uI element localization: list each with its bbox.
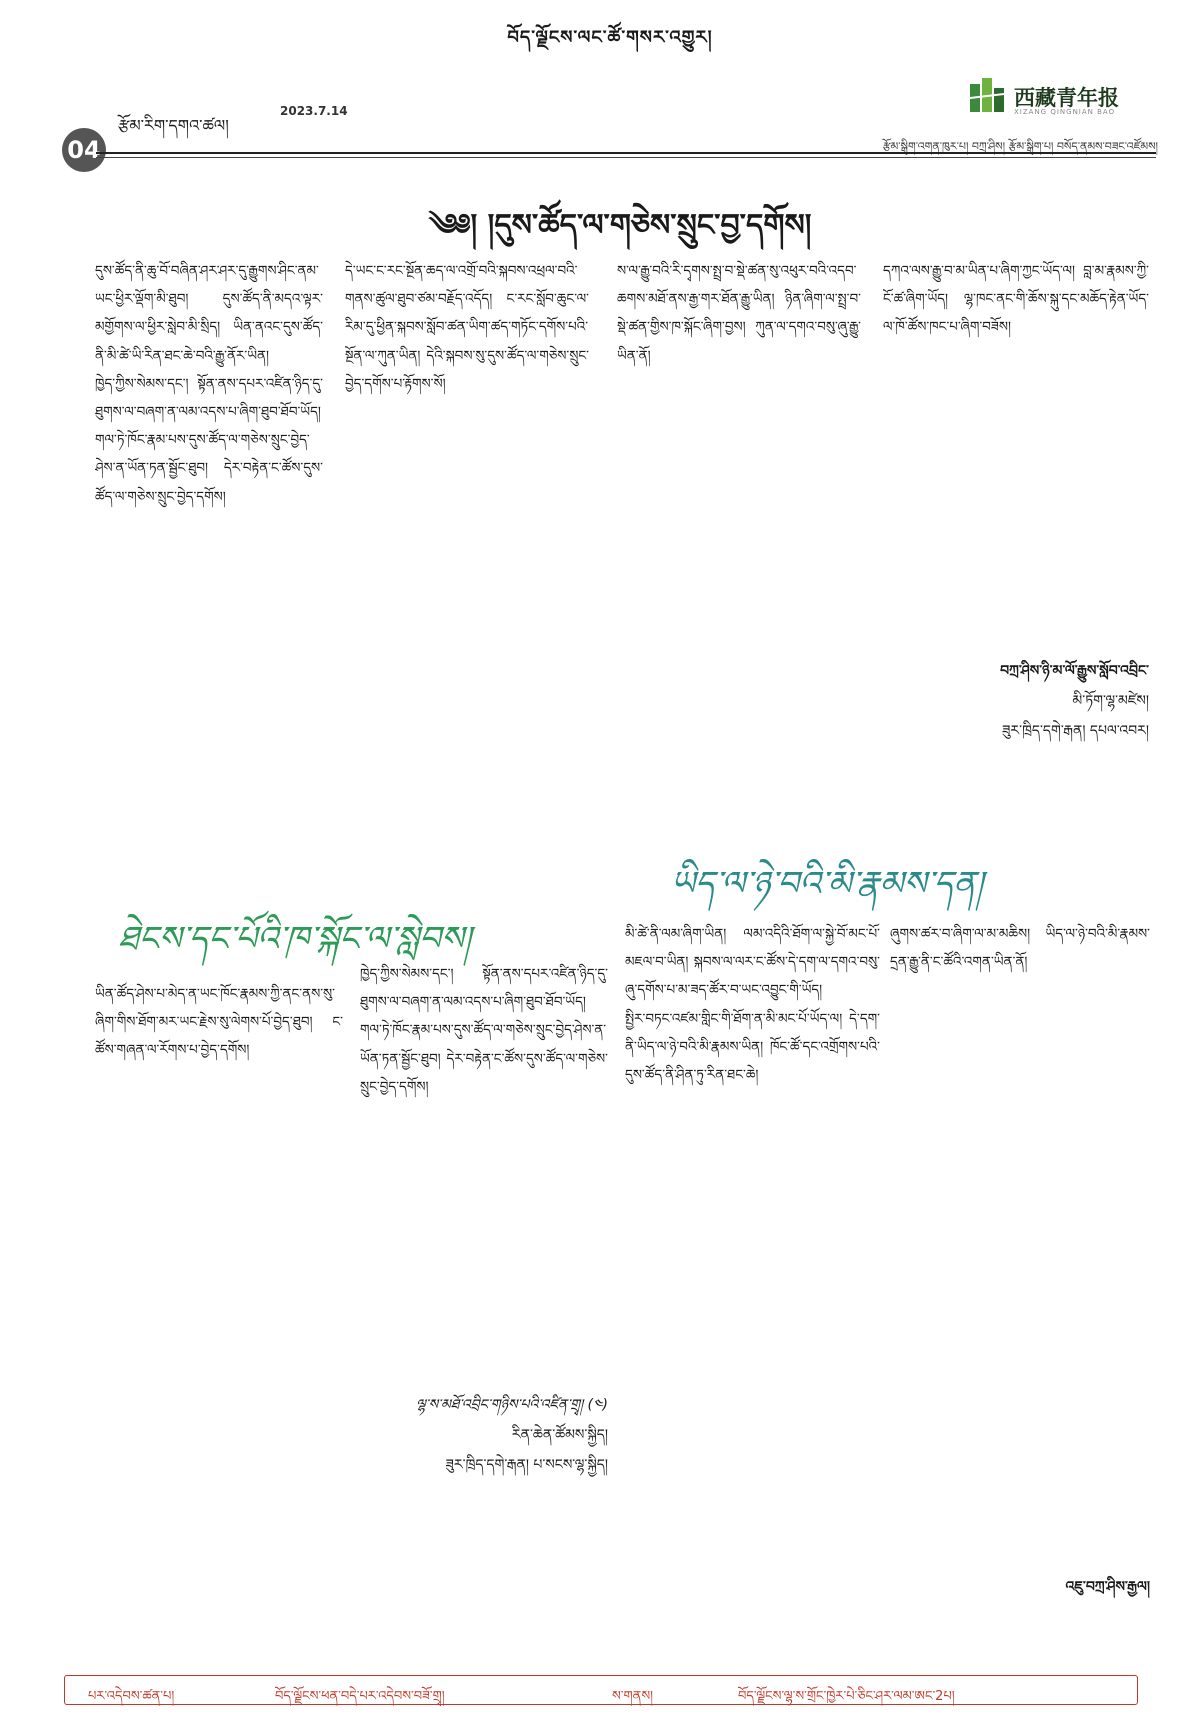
- paragraph: སྤྱིར་བཏང་འཛམ་གླིང་གི་ཐོག་ན་མི་མང་པོ་ཡོད་ལ། དེ་དག་ནི་ཡིད་ལ་ཉེ་བའི་མི་རྣམས་ཡིན། ཁོང་ཚོ་དང་འགྲོགས་པའི་དུས་ཚོད་ནི་ཤིན་ཏུ་རིན་ཐང་ཆེ།: [625, 1010, 880, 1084]
- article-column: [883, 257, 1149, 647]
- page-number: 04: [62, 128, 106, 172]
- brand-subtitle: XIZANG QINGNIAN BAO: [1014, 108, 1116, 116]
- paragraph: ཞུགས་ཚར་བ་ཞིག་ལ་མ་མཆིས། ཡིད་ལ་ཉེ་བའི་མི་རྣམས་དྲན་རྒྱུ་ནི་ང་ཚོའི་འགན་ཡིན་ནོ།: [890, 926, 1150, 971]
- footer-label: ས་གནས།: [612, 1689, 653, 1704]
- article-column: [890, 920, 1150, 1560]
- footer-label: པར་འདེབས་ཚན་པ།: [88, 1689, 175, 1704]
- editor-credits: རྩོམ་སྒྲིག་འགན་ཁུར་པ། བཀྲ་ཤིས། རྩོམ་སྒྲིག་པ། བསོད་ནམས་བཟང་འཛོམས།: [882, 140, 1158, 153]
- newspaper-logo-icon: [968, 76, 1008, 116]
- article-column: [625, 920, 880, 1658]
- footer-address: བོད་ལྗོངས་ལྷ་ས་གྲོང་ཁྱེར་པེ་ཅིང་ཤར་ལམ་ཨང་2པ།: [738, 1689, 955, 1704]
- footer-printer: བོད་ལྗོངས་ཕན་བདེ་པར་འདེབས་བཟོ་གྲྭ།: [275, 1689, 445, 1704]
- byline: [360, 1390, 608, 1480]
- byline-school: བཀྲ་ཤིས་ཉི་མ་ལོ་རྒྱུས་སློབ་འབྲིང་: [1000, 663, 1149, 679]
- article-column: [360, 960, 608, 1378]
- article-title: ཡིད་ལ་ཉེ་བའི་མི་རྣམས་དན།: [670, 864, 984, 904]
- paragraph: ཡིན་ཚོད་ཤེས་པ་མེད་ན་ཡང་ཁོང་རྣམས་ཀྱི་ནང་ནས་སུ་ཞིག་གིས་ཐོག་མར་ཡང་རྗེས་སུ་ལེགས་པོ་བྱེད་ཐུབ། ང་ཚོས་གཞན་ལ་རོགས་པ་བྱེད་དགོས།: [95, 986, 343, 1059]
- article-column: [95, 257, 323, 839]
- brand-name: 西藏青年报: [1014, 85, 1119, 110]
- paragraph: ཁྱེད་ཀྱིས་སེམས་དང་། སྟོན་ནས་དཔར་འཛིན་ཉིད་དུ་ཐུགས་ལ་བཞག་ན་ལམ་འདས་པ་ཞིག་ཐུབ་ཐོབ་ཡོད། གལ་ཏེ་ཁོང་རྣམ་པས་དུས་ཚོད་ལ་གཅེས་སྲུང་བྱེད་ཤེས་ན་ཡོན་ཏན་སྦྱོང་ཐུབ། དེར་བརྟེན་ང་ཚོས་དུས་ཚོད་ལ་གཅེས་སྲུང་བྱེད་དགོས།: [360, 966, 608, 1095]
- paragraph: ས་ལ་རྒྱུ་བའི་རི་དྭགས་སྤྲ་བ་སྡེ་ཚན་སུ་འཕུར་བའི་འདབ་ཆགས་མཐོ་ནས་རྒྱ་གར་ཐོན་རྒྱུ་ཡིན། ཉིན་ཞིག་ལ་སྤྲ་བ་སྡེ་ཚན་གྱིས་ཁ་སྐོང་ཞིག་བྱས། ཀུན་ལ་དགའ་བསུ་ཞུ་རྒྱུ་ཡིན་ནོ།: [617, 263, 861, 364]
- header-rule: [96, 152, 1156, 154]
- byline: [883, 656, 1149, 746]
- byline-school: ལྷ་ས་མཐོ་འབྲིང་གཉིས་པའི་འཛིན་གྲྭ། (༤): [415, 1397, 608, 1413]
- issue-date: 2023.7.14: [280, 104, 348, 118]
- article-column: [95, 980, 343, 1658]
- byline-author: མི་ཏོག་ལྷ་མཛེས།: [1072, 693, 1149, 709]
- paragraph: ཁྱེད་ཀྱིས་སེམས་དང་། སྟོན་ནས་དཔར་འཛིན་ཉིད་དུ་ཐུགས་ལ་བཞག་ན་ལམ་འདས་པ་ཞིག་ཐུབ་ཐོབ་ཡོད། གལ་ཏེ་ཁོང་རྣམ་པས་དུས་ཚོད་ལ་གཅེས་སྲུང་བྱེད་ཤེས་ན་ཡོན་ཏན་སྦྱོང་ཐུབ། དེར་བརྟེན་ང་ཚོས་དུས་ཚོད་ལ་གཅེས་སྲུང་བྱེད་དགོས།: [95, 375, 323, 505]
- masthead-title: བོད་ལྗོངས་ལང་ཚོ་གསར་འགྱུར།: [507, 27, 713, 48]
- paragraph: དུས་ཚོད་ནི་ཆུ་བོ་བཞིན་ཤར་ཤར་དུ་རྒྱུགས་ཤིང་ནམ་ཡང་ཕྱིར་ལྡོག་མི་ཐུབ། དུས་ཚོད་ནི་མདའ་ལྟར་མགྱོགས་ལ་ཕྱིར་སླེབ་མི་སྲིད། ཡིན་ནའང་དུས་ཚོད་ནི་མི་ཚེ་ཡི་རིན་ཐང་ཆེ་བའི་རྒྱུ་ནོར་ཡིན།: [95, 263, 323, 364]
- byline-author: འཇུ་བཀྲ་ཤིས་རྒྱལ།: [1065, 1579, 1150, 1595]
- byline-teacher: ཟུར་ཁྲིད་དགེ་རྒན། དཔལ་འབར།: [1002, 723, 1149, 739]
- byline-teacher: ཟུར་ཁྲིད་དགེ་རྒན། པ་སངས་ལྷ་སྐྱིད།: [445, 1457, 608, 1473]
- byline-author: རིན་ཆེན་ཚོམས་སྐྱིད།: [511, 1427, 608, 1443]
- paragraph: མི་ཚེ་ནི་ལམ་ཞིག་ཡིན། ལམ་འདིའི་ཐོག་ལ་སྐྱེ་བོ་མང་པོ་མཇལ་བ་ཡིན། སྐབས་ལ་ལར་ང་ཚོས་དེ་དག་ལ་དགའ་བསུ་ཞུ་དགོས་པ་མ་ཟད་ཚོར་བ་ཡང་འབྱུང་གི་ཡོད།: [625, 926, 880, 999]
- section-name: རྩོམ་རིག་དགའ་ཚལ།: [118, 116, 229, 135]
- article-title: ཐེངས་དང་པོའི་ཁ་སྐོང་ལ་སླེབས།: [118, 919, 472, 959]
- header-rule-thin: [96, 157, 1156, 158]
- article-column: [617, 257, 861, 865]
- article-title: ༄༅། །དུས་ཚོད་ལ་གཅེས་སྲུང་བྱ་དགོས།: [428, 208, 812, 243]
- paragraph: དཀའ་ལས་རྒྱུ་བ་མ་ཡིན་པ་ཞིག་ཀྱང་ཡོད་ལ། བླ་མ་རྣམས་ཀྱི་ངོ་ཚ་ཞིག་ཡོད། ལྷ་ཁང་ནང་གི་ཆོས་སྐུ་དང་མཆོད་རྟེན་ཡོད་ལ་ཁོ་ཚོས་ཁང་པ་ཞིག་བཟོས།: [883, 263, 1149, 336]
- footer-bar: [64, 1675, 1138, 1705]
- paragraph: དེ་ཡང་ང་རང་སྔོན་ཆད་ལ་འགྲོ་བའི་སྐབས་འཕྲལ་བའི་གནས་ཚུལ་ཐུབ་ཙམ་བརྗོད་འདོད། ང་རང་སློབ་ཆུང་ལ་རིམ་དུ་ཕྱིན་སྐབས་སློབ་ཚན་ཡིག་ཚད་གཏོང་དགོས་པའི་སྔོན་ལ་ཀུན་ཡིན། དེའི་སྐབས་སུ་དུས་ཚོད་ལ་གཅེས་སྲུང་བྱེད་དགོས་པ་རྟོགས་སོ།: [345, 263, 589, 392]
- article-column: [345, 257, 589, 865]
